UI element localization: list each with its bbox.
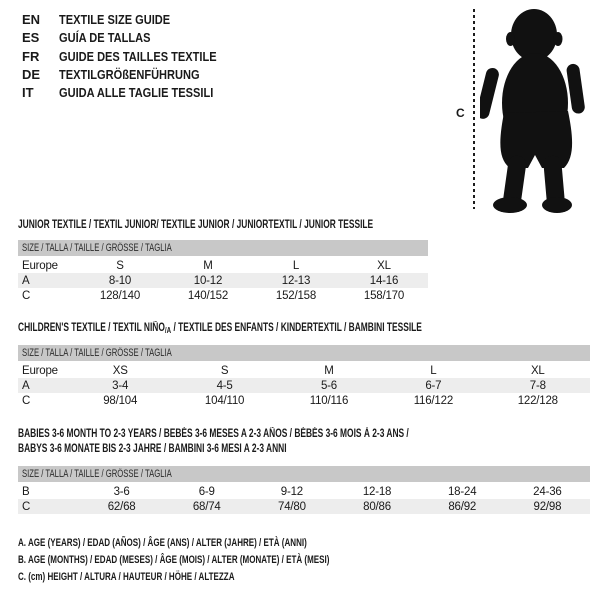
height-measure-label: C <box>456 106 465 120</box>
table-row <box>18 273 428 288</box>
table-row <box>18 363 590 378</box>
table-cell: 62/68 <box>107 500 136 513</box>
language-label: GUIDA ALLE TAGLIE TESSILI <box>59 85 214 101</box>
row-label: A <box>22 274 30 287</box>
language-row <box>22 11 244 29</box>
table-cell: 6-7 <box>425 379 442 392</box>
table-cell: 140/152 <box>187 289 229 302</box>
children-title-subscript: /A <box>164 325 172 335</box>
table-cell: 68/74 <box>192 500 221 513</box>
table-row <box>18 393 590 408</box>
row-label: C <box>22 289 31 302</box>
table-cell: M <box>203 259 213 272</box>
language-code: DE <box>22 66 41 82</box>
language-label: TEXTILGRÖßENFÜHRUNG <box>59 66 200 82</box>
language-label: TEXTILE SIZE GUIDE <box>59 12 171 27</box>
table-cell: 3-4 <box>112 379 129 392</box>
language-code: FR <box>22 48 40 64</box>
table-cell: 7-8 <box>529 379 546 392</box>
legend-line-a <box>18 535 445 552</box>
language-label: GUIDE DES TAILLES TEXTILE <box>59 48 217 64</box>
junior-table-body <box>18 258 428 303</box>
table-cell: 8-10 <box>108 274 132 287</box>
table-cell: 74/80 <box>278 500 306 513</box>
language-label: GUÍA DE TALLAS <box>59 30 151 46</box>
children-size-table <box>18 345 590 408</box>
table-cell: 24-36 <box>533 485 562 498</box>
babies-section-title-line1: BABIES 3-6 MONTH TO 2-3 YEARS / BEBÉS 3-6 MESES A 2-3 AÑOS / BÉBÉS 3-6 MOIS À 2-3 ANS / <box>18 428 409 440</box>
junior-size-table <box>18 240 428 303</box>
table-cell: 152/158 <box>275 289 317 302</box>
legend-line-b <box>18 552 445 569</box>
junior-section-title-text: JUNIOR TEXTILE / TEXTIL JUNIOR/ TEXTILE JUNIOR / JUNIORTEXTIL / JUNIOR TESSILE <box>18 219 374 231</box>
size-header-bar <box>18 466 590 482</box>
row-label: C <box>22 500 31 513</box>
table-cell: XL <box>377 259 391 272</box>
table-cell: 12-13 <box>281 274 311 287</box>
children-title-part: CHILDREN'S TEXTILE / TEXTIL NIÑO <box>18 322 165 334</box>
table-row <box>18 499 590 514</box>
table-cell: 12-18 <box>362 485 392 498</box>
language-list <box>22 11 244 102</box>
language-code: EN <box>22 12 41 27</box>
table-row <box>18 288 428 303</box>
children-section-title-text <box>18 321 422 336</box>
table-cell: S <box>220 364 229 377</box>
row-label: Europe <box>22 364 58 377</box>
babies-section-title <box>18 427 553 457</box>
table-cell: 3-6 <box>113 485 130 498</box>
table-cell: 128/140 <box>99 289 141 302</box>
row-label: B <box>22 485 30 498</box>
size-header-label: SIZE / TALLA / TAILLE / GRÖSSE / TAGLIA <box>22 242 172 254</box>
table-row <box>18 378 590 393</box>
table-cell: 4-5 <box>216 379 233 392</box>
babies-table-body <box>18 484 590 514</box>
table-cell: M <box>324 364 334 377</box>
legend-line-b-text: B. AGE (MONTHS) / EDAD (MESES) / ÂGE (MOIS) / ALTER (MONATE) / ETÀ (MESI) <box>18 554 330 566</box>
legend-line-a-text: A. AGE (YEARS) / EDAD (AÑOS) / ÂGE (ANS) / ALTER (JAHRE) / ETÀ (ANNI) <box>18 537 307 549</box>
language-row <box>22 48 244 66</box>
table-cell: XL <box>530 364 545 377</box>
table-cell: 80/86 <box>363 500 391 513</box>
legend <box>18 535 445 586</box>
table-cell: 110/116 <box>309 394 349 407</box>
language-row <box>22 29 244 47</box>
table-cell: 122/128 <box>517 394 558 407</box>
table-cell: 116/122 <box>413 394 454 407</box>
babies-section-title-line2: BABYS 3-6 MONATE BIS 2-3 JAHRE / BAMBINI 3-6 MESI A 2-3 ANNI <box>18 443 287 455</box>
table-cell: 14-16 <box>369 274 399 287</box>
junior-section-title <box>18 218 504 233</box>
language-code: IT <box>22 85 34 101</box>
babies-size-table <box>18 466 590 514</box>
size-header-bar <box>18 240 428 256</box>
table-cell: 10-12 <box>193 274 223 287</box>
table-cell: S <box>116 259 124 272</box>
table-cell: L <box>292 259 300 272</box>
legend-line-c-text: C. (cm) HEIGHT / ALTURA / HAUTEUR / HÖHE / ALTEZZA <box>18 571 235 583</box>
table-cell: 9-12 <box>280 485 303 498</box>
table-cell: 104/110 <box>204 394 245 407</box>
children-table-body <box>18 363 590 408</box>
row-label: Europe <box>22 259 58 272</box>
table-cell: XS <box>112 364 128 377</box>
height-measure-line <box>473 9 475 209</box>
baby-silhouette-icon <box>480 8 594 218</box>
row-label: A <box>22 379 30 392</box>
legend-line-c <box>18 569 445 586</box>
table-cell: 18-24 <box>447 485 477 498</box>
size-header-bar <box>18 345 590 361</box>
row-label: C <box>22 394 31 407</box>
table-cell: 92/98 <box>533 500 562 513</box>
table-row <box>18 484 590 499</box>
table-cell: L <box>430 364 437 377</box>
table-cell: 6-9 <box>198 485 215 498</box>
language-code: ES <box>22 30 40 46</box>
language-row <box>22 66 244 84</box>
table-cell: 98/104 <box>103 394 138 407</box>
table-row <box>18 258 428 273</box>
table-cell: 5-6 <box>320 379 337 392</box>
size-header-label: SIZE / TALLA / TAILLE / GRÖSSE / TAGLIA <box>22 347 172 359</box>
children-section-title <box>18 321 571 336</box>
language-row <box>22 84 244 102</box>
table-cell: 86/92 <box>448 500 477 513</box>
table-cell: 158/170 <box>363 289 405 302</box>
size-header-label: SIZE / TALLA / TAILLE / GRÖSSE / TAGLIA <box>22 468 172 480</box>
children-title-part: / TEXTILE DES ENFANTS / KINDERTEXTIL / BAMBINI TESSILE <box>171 322 422 334</box>
